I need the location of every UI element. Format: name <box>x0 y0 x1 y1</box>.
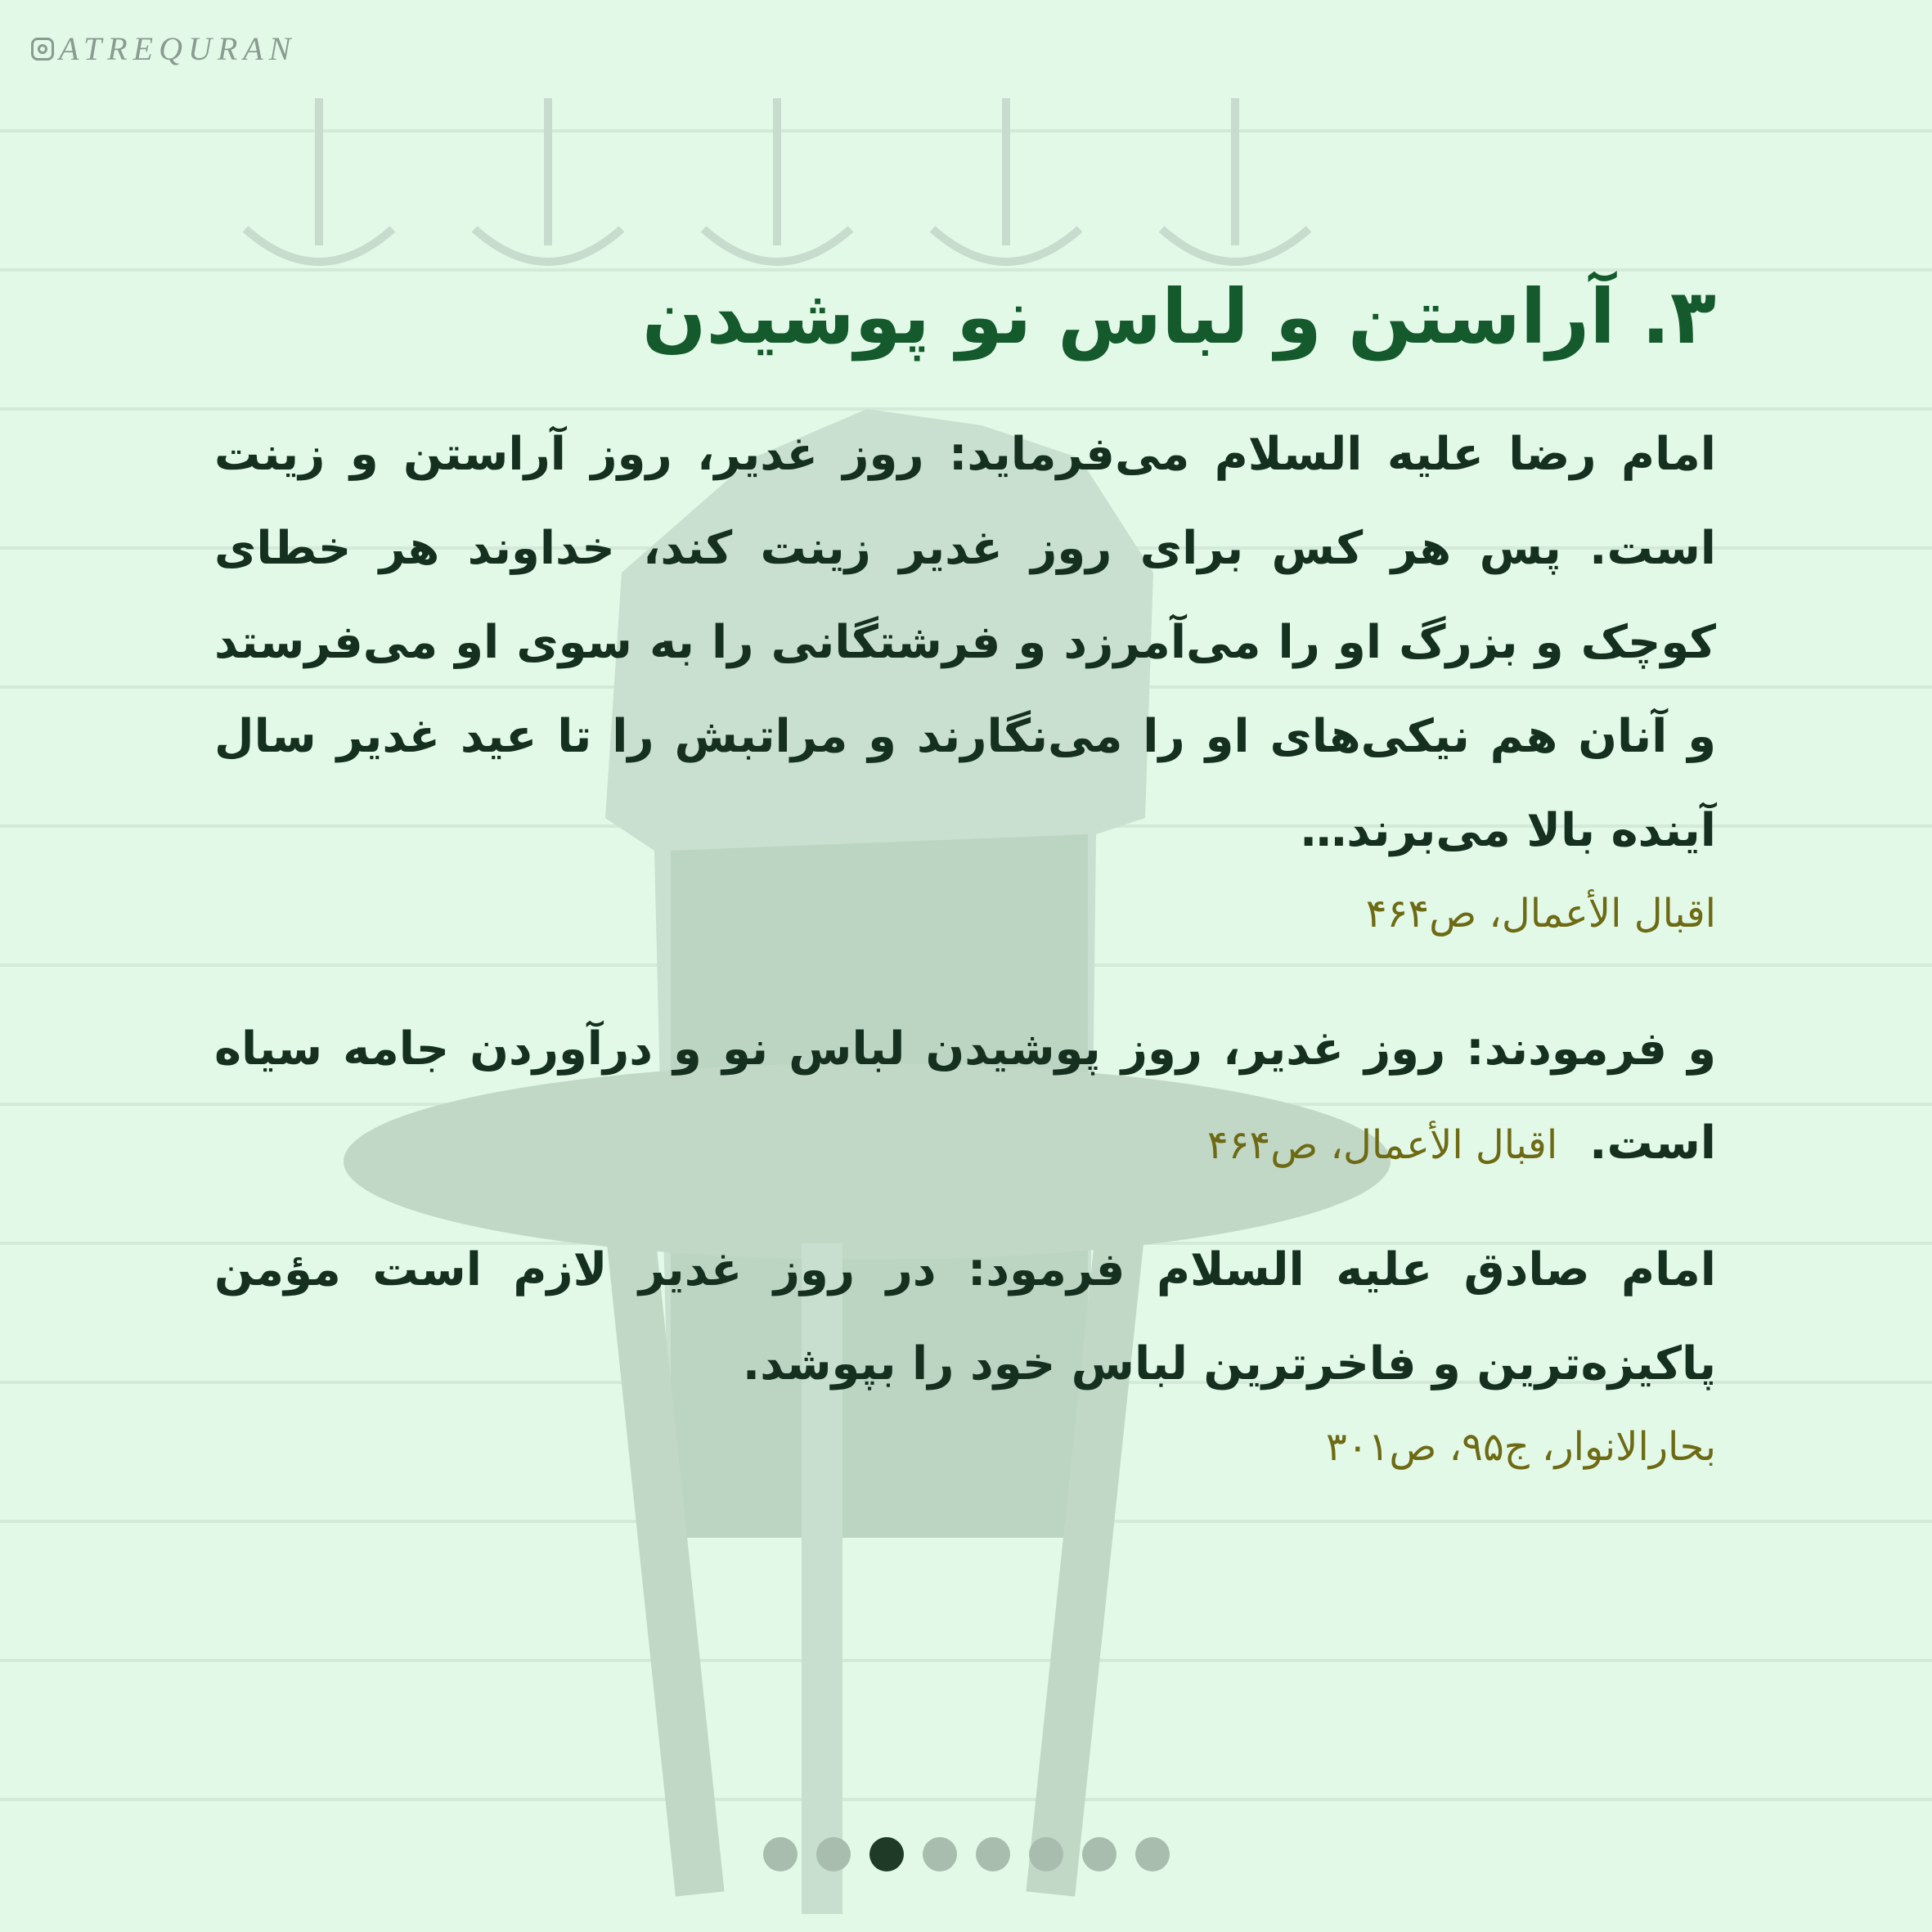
paragraph-3: امام صادق علیه السلام فرمود: در روز غدیر لازم است مؤمن پاکیزه‌ترین و فاخرترین لباس خود را بپوشد. <box>214 1243 1716 1391</box>
paragraph-1: امام رضا علیه السلام می‌فرماید: روز غدیر، روز آراستن و زینت است. پس هر کس برای روز غدیر زینت کند، خداوند هر خطای کوچک و بزرگ او را می‌آمرزد و فرشتگانی را به سوی او می‌فرستد و آنان هم نیکی‌های او را می‌نگارند و مراتبش را تا عید غدیر سال آینده بالا می‌برند… <box>214 428 1716 857</box>
instagram-handle[interactable] <box>31 29 296 68</box>
page-dot[interactable] <box>1135 1837 1170 1871</box>
source-citation-3: بحارالانوار، ج۹۵، ص۳۰۱ <box>1326 1424 1716 1470</box>
instagram-icon <box>31 38 54 61</box>
page-dot[interactable] <box>763 1837 798 1871</box>
page-dot[interactable] <box>923 1837 957 1871</box>
carousel-pagination <box>0 1837 1932 1871</box>
source-citation-2: اقبال الأعمال، ص۴۶۴ <box>1206 1122 1558 1168</box>
handle-text: ATREQURAN <box>59 30 297 67</box>
source-citation-1: اقبال الأعمال، ص۴۶۴ <box>1365 891 1716 937</box>
page-dot[interactable] <box>1029 1837 1063 1871</box>
page-dot-active[interactable] <box>869 1837 904 1871</box>
paragraph-2 <box>214 1002 1716 1190</box>
page-dot[interactable] <box>976 1837 1010 1871</box>
page-title: ۳. آراستن و لباس نو پوشیدن <box>641 273 1716 361</box>
page-dot[interactable] <box>1082 1837 1117 1871</box>
page-dot[interactable] <box>816 1837 851 1871</box>
main-content <box>214 260 1716 1480</box>
paragraph-2-text: و فرمودند: روز غدیر، روز پوشیدن لباس نو و درآوردن جامه سیاه است. <box>214 1022 1716 1170</box>
